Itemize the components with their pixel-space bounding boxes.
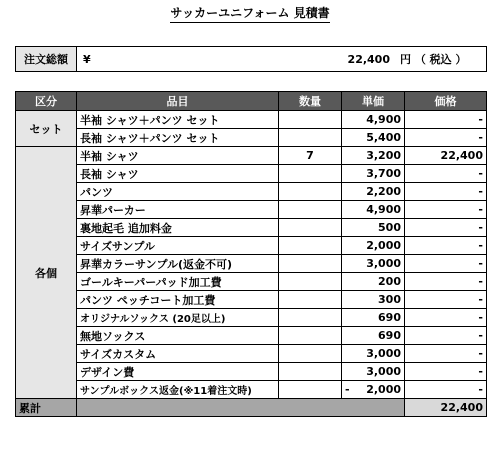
price-cell: - bbox=[405, 381, 487, 399]
unit-price-cell: 690 bbox=[342, 309, 405, 327]
item-cell: 半袖 シャツ bbox=[77, 147, 279, 165]
header-item: 品目 bbox=[77, 92, 279, 111]
qty-cell bbox=[279, 237, 342, 255]
item-cell: ゴールキーパーパッド加工費 bbox=[77, 273, 279, 291]
price-cell: - bbox=[405, 219, 487, 237]
table-row bbox=[16, 273, 487, 291]
item-cell: サイズサンプル bbox=[77, 237, 279, 255]
header-category: 区分 bbox=[16, 92, 77, 111]
order-total-unit: 円 （ 税込 ） bbox=[400, 47, 487, 72]
item-cell: 無地ソックス bbox=[77, 327, 279, 345]
table-header-row bbox=[16, 92, 487, 111]
unit-price-cell: 2,000 bbox=[342, 237, 405, 255]
unit-price-cell: 690 bbox=[342, 327, 405, 345]
page-title: サッカーユニフォーム 見積書 bbox=[170, 6, 330, 20]
cumulative-price: 22,400 bbox=[405, 399, 487, 417]
title-underline bbox=[170, 22, 330, 23]
qty-cell bbox=[279, 219, 342, 237]
header-price: 価格 bbox=[405, 92, 487, 111]
cumulative-label: 累計 bbox=[16, 399, 77, 417]
table-row bbox=[16, 309, 487, 327]
price-cell: 22,400 bbox=[405, 147, 487, 165]
qty-cell bbox=[279, 129, 342, 147]
unit-price-cell: 3,200 bbox=[342, 147, 405, 165]
table-row bbox=[16, 237, 487, 255]
table-row bbox=[16, 363, 487, 381]
header-unit-price: 単価 bbox=[342, 92, 405, 111]
qty-cell bbox=[279, 111, 342, 129]
qty-cell bbox=[279, 165, 342, 183]
table-row bbox=[16, 147, 487, 165]
unit-price-cell: 3,000 bbox=[342, 363, 405, 381]
estimate-table bbox=[15, 91, 487, 417]
table-row bbox=[16, 345, 487, 363]
qty-cell bbox=[279, 363, 342, 381]
qty-cell bbox=[279, 381, 342, 399]
unit-price-value: 2,000 bbox=[366, 383, 401, 396]
order-total-amount: 22,400 bbox=[101, 47, 400, 72]
unit-price-cell: 3,000 bbox=[342, 345, 405, 363]
item-cell: パンツ bbox=[77, 183, 279, 201]
qty-cell: 7 bbox=[279, 147, 342, 165]
table-row bbox=[16, 183, 487, 201]
price-cell: - bbox=[405, 111, 487, 129]
table-row bbox=[16, 291, 487, 309]
price-cell: - bbox=[405, 363, 487, 381]
price-cell: - bbox=[405, 291, 487, 309]
price-cell: - bbox=[405, 255, 487, 273]
item-cell: 昇華カラーサンプル(返金不可) bbox=[77, 255, 279, 273]
category-cell: セット bbox=[16, 111, 77, 147]
table-row bbox=[16, 381, 487, 399]
cumulative-row bbox=[16, 399, 487, 417]
item-cell: 昇華パーカー bbox=[77, 201, 279, 219]
table-row bbox=[16, 255, 487, 273]
item-cell: デザイン費 bbox=[77, 363, 279, 381]
table-row bbox=[16, 111, 487, 129]
unit-price-cell: 500 bbox=[342, 219, 405, 237]
qty-cell bbox=[279, 273, 342, 291]
price-cell: - bbox=[405, 309, 487, 327]
order-total-label: 注文総額 bbox=[16, 47, 77, 72]
unit-price-cell: 5,400 bbox=[342, 129, 405, 147]
unit-price-sign: - bbox=[345, 383, 350, 396]
item-cell: 長袖 シャツ bbox=[77, 165, 279, 183]
item-cell: 裏地起毛 追加料金 bbox=[77, 219, 279, 237]
price-cell: - bbox=[405, 345, 487, 363]
table-row bbox=[16, 129, 487, 147]
unit-price-cell bbox=[342, 381, 405, 399]
item-cell: 長袖 シャツ＋パンツ セット bbox=[77, 129, 279, 147]
category-cell: 各個 bbox=[16, 147, 77, 399]
price-cell: - bbox=[405, 201, 487, 219]
item-cell: オリジナルソックス (20足以上) bbox=[77, 309, 279, 327]
order-total-box bbox=[15, 46, 487, 72]
item-cell: サイズカスタム bbox=[77, 345, 279, 363]
unit-price-cell: 4,900 bbox=[342, 111, 405, 129]
table-row bbox=[16, 165, 487, 183]
qty-cell bbox=[279, 309, 342, 327]
unit-price-cell: 4,900 bbox=[342, 201, 405, 219]
table-row bbox=[16, 219, 487, 237]
unit-price-cell: 3,000 bbox=[342, 255, 405, 273]
price-cell: - bbox=[405, 129, 487, 147]
price-cell: - bbox=[405, 327, 487, 345]
unit-price-cell: 3,700 bbox=[342, 165, 405, 183]
qty-cell bbox=[279, 201, 342, 219]
price-cell: - bbox=[405, 237, 487, 255]
item-cell: 半袖 シャツ＋パンツ セット bbox=[77, 111, 279, 129]
price-cell: - bbox=[405, 183, 487, 201]
qty-cell bbox=[279, 291, 342, 309]
table-row bbox=[16, 327, 487, 345]
unit-price-cell: 2,200 bbox=[342, 183, 405, 201]
cumulative-filler bbox=[77, 399, 405, 417]
price-cell: - bbox=[405, 273, 487, 291]
qty-cell bbox=[279, 327, 342, 345]
qty-cell bbox=[279, 345, 342, 363]
table-row bbox=[16, 201, 487, 219]
item-cell: サンプルボックス返金(※11着注文時) bbox=[77, 381, 279, 399]
qty-cell bbox=[279, 255, 342, 273]
header-qty: 数量 bbox=[279, 92, 342, 111]
unit-price-cell: 300 bbox=[342, 291, 405, 309]
unit-price-cell: 200 bbox=[342, 273, 405, 291]
yen-sign: ¥ bbox=[77, 47, 102, 72]
item-cell: パンツ ペッチコート加工費 bbox=[77, 291, 279, 309]
price-cell: - bbox=[405, 165, 487, 183]
qty-cell bbox=[279, 183, 342, 201]
